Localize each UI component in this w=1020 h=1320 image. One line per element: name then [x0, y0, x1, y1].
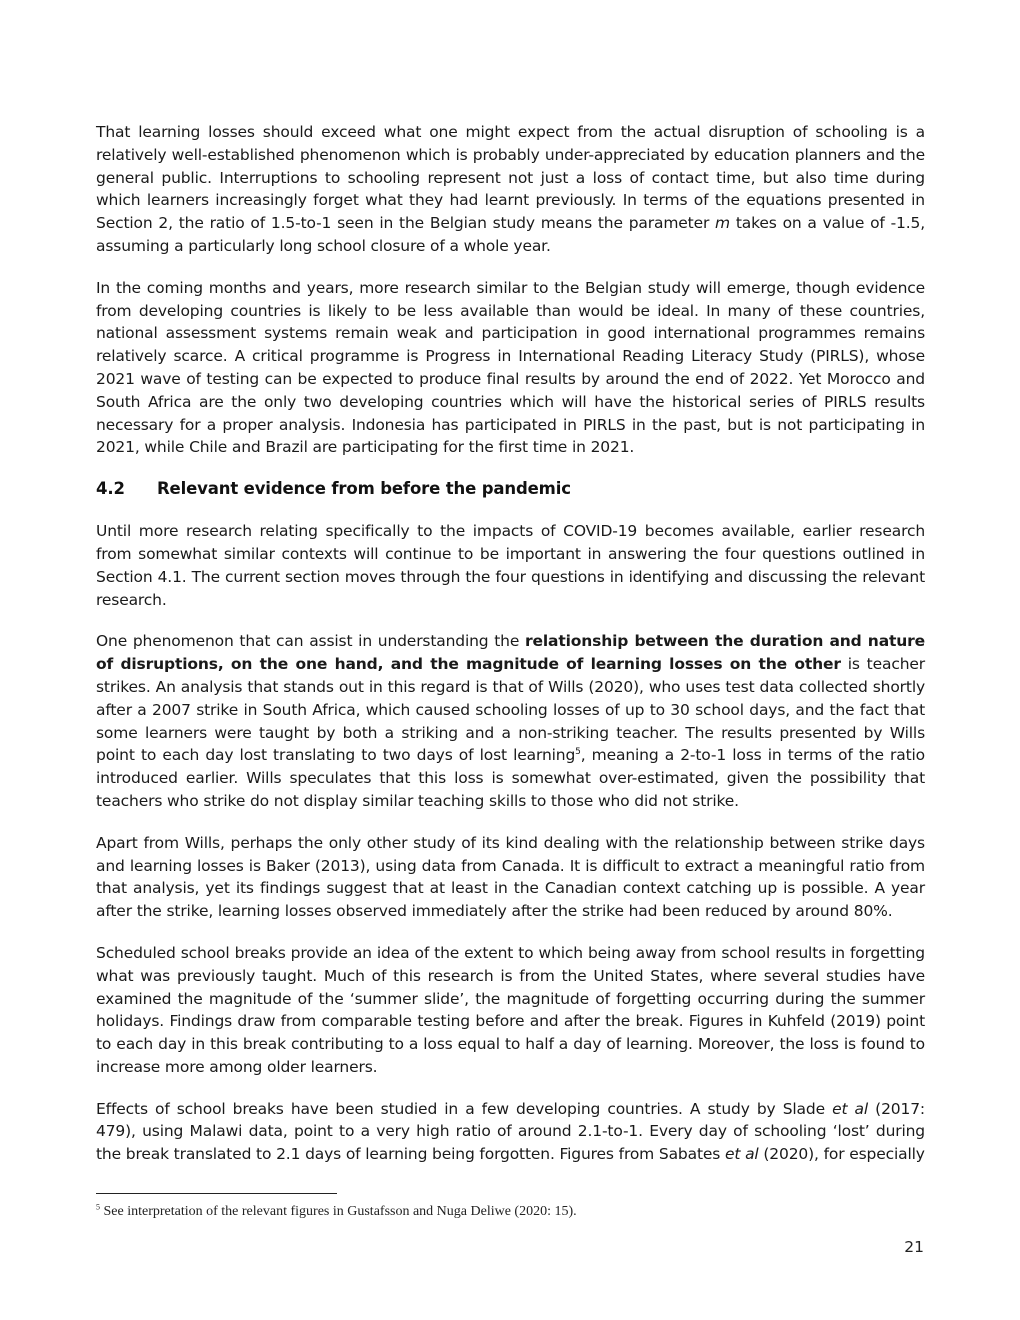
paragraph-text: Effects of school breaks have been studied in a few developing countries. A study by Slade [96, 1099, 833, 1118]
paragraph-coming-months: In the coming months and years, more research similar to the Belgian study will emerge, though evidence from developing countries is likely to be less available than would be ideal. In many of these countries, national assessment systems remain weak and participation in good international programmes remains relatively scarce. A critical programme is Progress in International Reading Literacy Study (PIRLS), whose 2021 wave of testing can be expected to produce final results by around the end of 2022. Yet Morocco and South Africa are the only two developing countries which will have the historical series of PIRLS results necessary for a proper analysis. Indonesia has participated in PIRLS in the past, but is not participating in 2021, while Chile and Brazil are participating for the first time in 2021. [96, 278, 925, 457]
paragraph-text: That learning losses should exceed what one might expect from the actual disruption of schooling is a relatively well-established phenomenon which is probably under-appreciated by education planners and the general public. Interruptions to schooling represent not just a loss of contact time, but also time during which learners increasingly forget what they had learnt previously. In terms of the equations presented in Section 2, the ratio of 1.5-to-1 seen in the Belgian study means the parameter [96, 123, 925, 233]
section-number: 4.2 [96, 479, 125, 499]
paragraph-text: is teacher strikes. An analysis that stands out in this regard is that of Wills (2020), who uses test data collected shortly after a 2007 strike in South Africa, which caused schooling losses of up to 30 school days, and the fact that some learners were taught by both a striking and a non-striking teacher. The results presented by Wills point to each day lost translating to two days of lost learning [96, 655, 926, 765]
paragraph-school-breaks: Scheduled school breaks provide an idea of the extent to which being away from school results in forgetting what was previously taught. Much of this research is from the United States, where several studies have examined the magnitude of the ‘summer slide’, the magnitude of forgetting occurring during the summer holidays. Findings draw from comparable testing before and after the break. Figures in Kuhfeld (2019) point to each day in this break contributing to a loss equal to half a day of learning. Moreover, the loss is found to increase more among older learners. [96, 943, 925, 1076]
section-heading [96, 478, 925, 500]
et-al: et al [724, 1145, 759, 1164]
footnote-text: See interpretation of the relevant figures in Gustafsson and Nuga Deliwe (2020: 15). [100, 1204, 577, 1219]
section-title: Relevant evidence from before the pandemic [157, 479, 571, 499]
bold-emphasis: relationship between the duration and nature of disruptions, on the one hand, and the magnitude of learning losses on the other [96, 632, 926, 674]
paragraph-text: , meaning a 2-to-1 loss in terms of the ratio introduced earlier. Wills speculates that this loss is somewhat over-estimated, given the possibility that teachers who strike do not display similar teaching skills to those who did not strike. [96, 746, 925, 810]
et-al: et al [832, 1099, 869, 1118]
footnote-reference[interactable]: 5 [575, 747, 581, 758]
paragraph-learning-losses [96, 121, 925, 258]
footnote-divider [96, 1193, 337, 1194]
footnote-mark: 5 [96, 1202, 100, 1212]
paragraph-until-more-research: Until more research relating specifically to the impacts of COVID-19 becomes available, earlier research from somewhat similar contexts will continue to be important in answering the four questions outlined in Section 4.1. The current section moves through the four questions in identifying and discussing the relevant research. [96, 522, 925, 609]
paragraph-text: (2017: 479), using Malawi data, point to a very high ratio of around 2.1-to-1. Every day of schooling ‘lost’ during the break translated to 2.1 days of learning being forgotten. Figures from Sabates [96, 1099, 925, 1164]
body-text [96, 121, 925, 1185]
footnote [96, 1203, 577, 1221]
paragraph-text: One phenomenon that can assist in understanding the [96, 632, 526, 651]
parameter-m: m [715, 214, 730, 233]
paragraph-text: (2020), for especially [758, 1145, 925, 1164]
paragraph-apart-from-wills: Apart from Wills, perhaps the only other study of its kind dealing with the relationship between strike days and learning losses is Baker (2013), using data from Canada. It is difficult to extract a meaningful ratio from that analysis, yet its findings suggest that at least in the Canadian context catching up is possible. A year after the strike, learning losses observed immediately after the strike had been reduced by around 80%. [96, 833, 925, 921]
paragraph-teacher-strikes [96, 630, 925, 812]
page-number: 21 [904, 1238, 924, 1256]
paragraph-developing-countries [96, 1098, 925, 1166]
paragraph-text: takes on a value of -1.5, assuming a particularly long school closure of a whole year. [96, 214, 925, 255]
